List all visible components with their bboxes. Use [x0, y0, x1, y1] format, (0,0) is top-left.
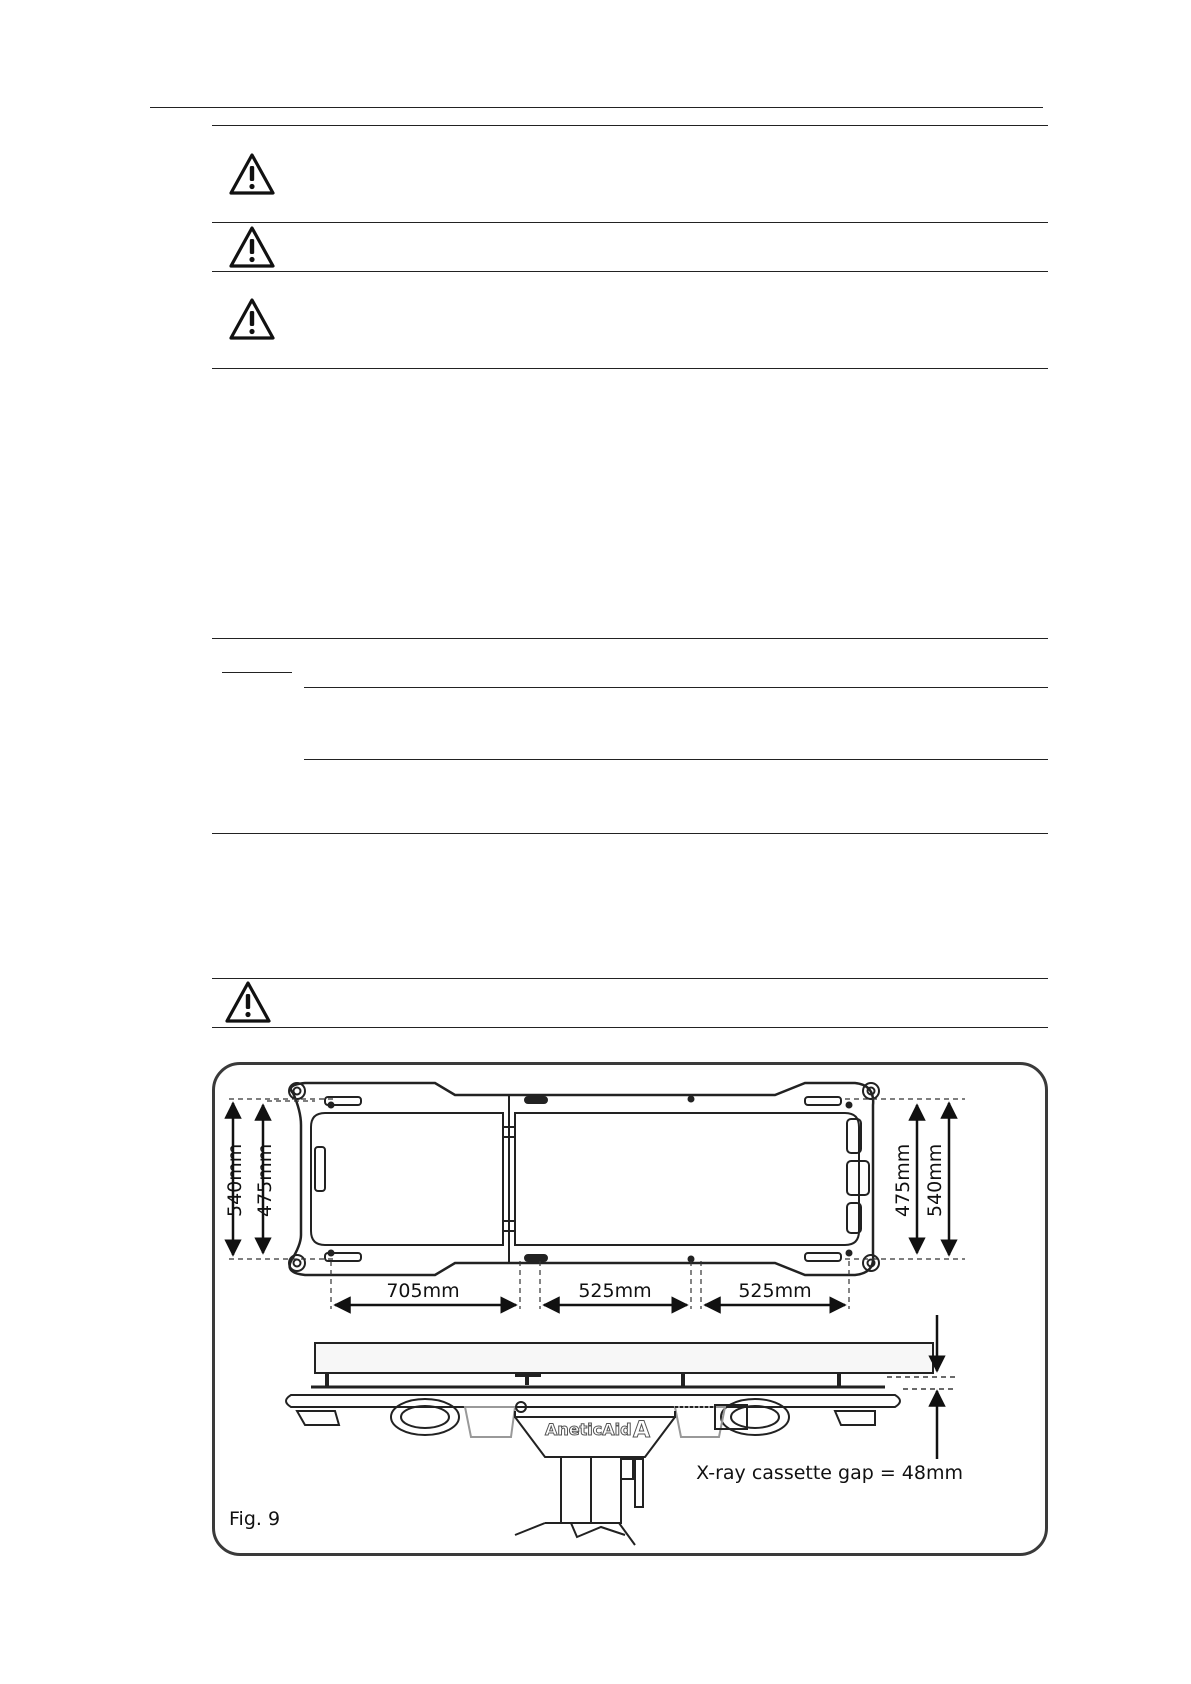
trolley-diagram [215, 1065, 1045, 1553]
dim-length-foot: 525mm [738, 1280, 812, 1302]
warning-top-rule [212, 978, 1048, 979]
width-arrows [233, 1103, 949, 1255]
gap-arrows [887, 1315, 955, 1459]
dim-width-inner-right: 475mm [892, 1143, 914, 1217]
figure-caption: Fig. 9 [229, 1508, 281, 1530]
dim-width-inner-left: 475mm [254, 1143, 276, 1217]
side-view [286, 1343, 933, 1545]
warning-divider [212, 271, 1048, 272]
top-view [289, 1083, 879, 1275]
table-bottom-rule [212, 833, 1048, 834]
top-view-fixings [328, 1096, 853, 1263]
warning-triangle-icon [228, 225, 276, 269]
header-rule [150, 107, 1043, 108]
dim-width-outer-right: 540mm [924, 1143, 946, 1217]
warning-triangle-icon [228, 297, 276, 341]
table-top-rule [212, 638, 1048, 639]
dim-length-mid: 525mm [578, 1280, 652, 1302]
warning-triangle-icon [228, 152, 276, 196]
dim-length-head: 705mm [386, 1280, 460, 1302]
warning-triangle-icon [224, 980, 272, 1024]
warning-divider [212, 222, 1048, 223]
table-row-rule [304, 759, 1048, 760]
warning-top-rule [212, 125, 1048, 126]
table-label-underline [222, 672, 292, 673]
brand-label: AneticAid [545, 1420, 632, 1439]
warning-bottom-rule [212, 1027, 1048, 1028]
xray-gap-label: X-ray cassette gap = 48mm [696, 1462, 963, 1484]
brand-logo-mark: A [633, 1418, 651, 1443]
warning-bottom-rule [212, 368, 1048, 369]
dim-width-outer-left: 540mm [224, 1143, 246, 1217]
table-row-rule [304, 687, 1048, 688]
figure-9-panel [212, 1062, 1048, 1556]
